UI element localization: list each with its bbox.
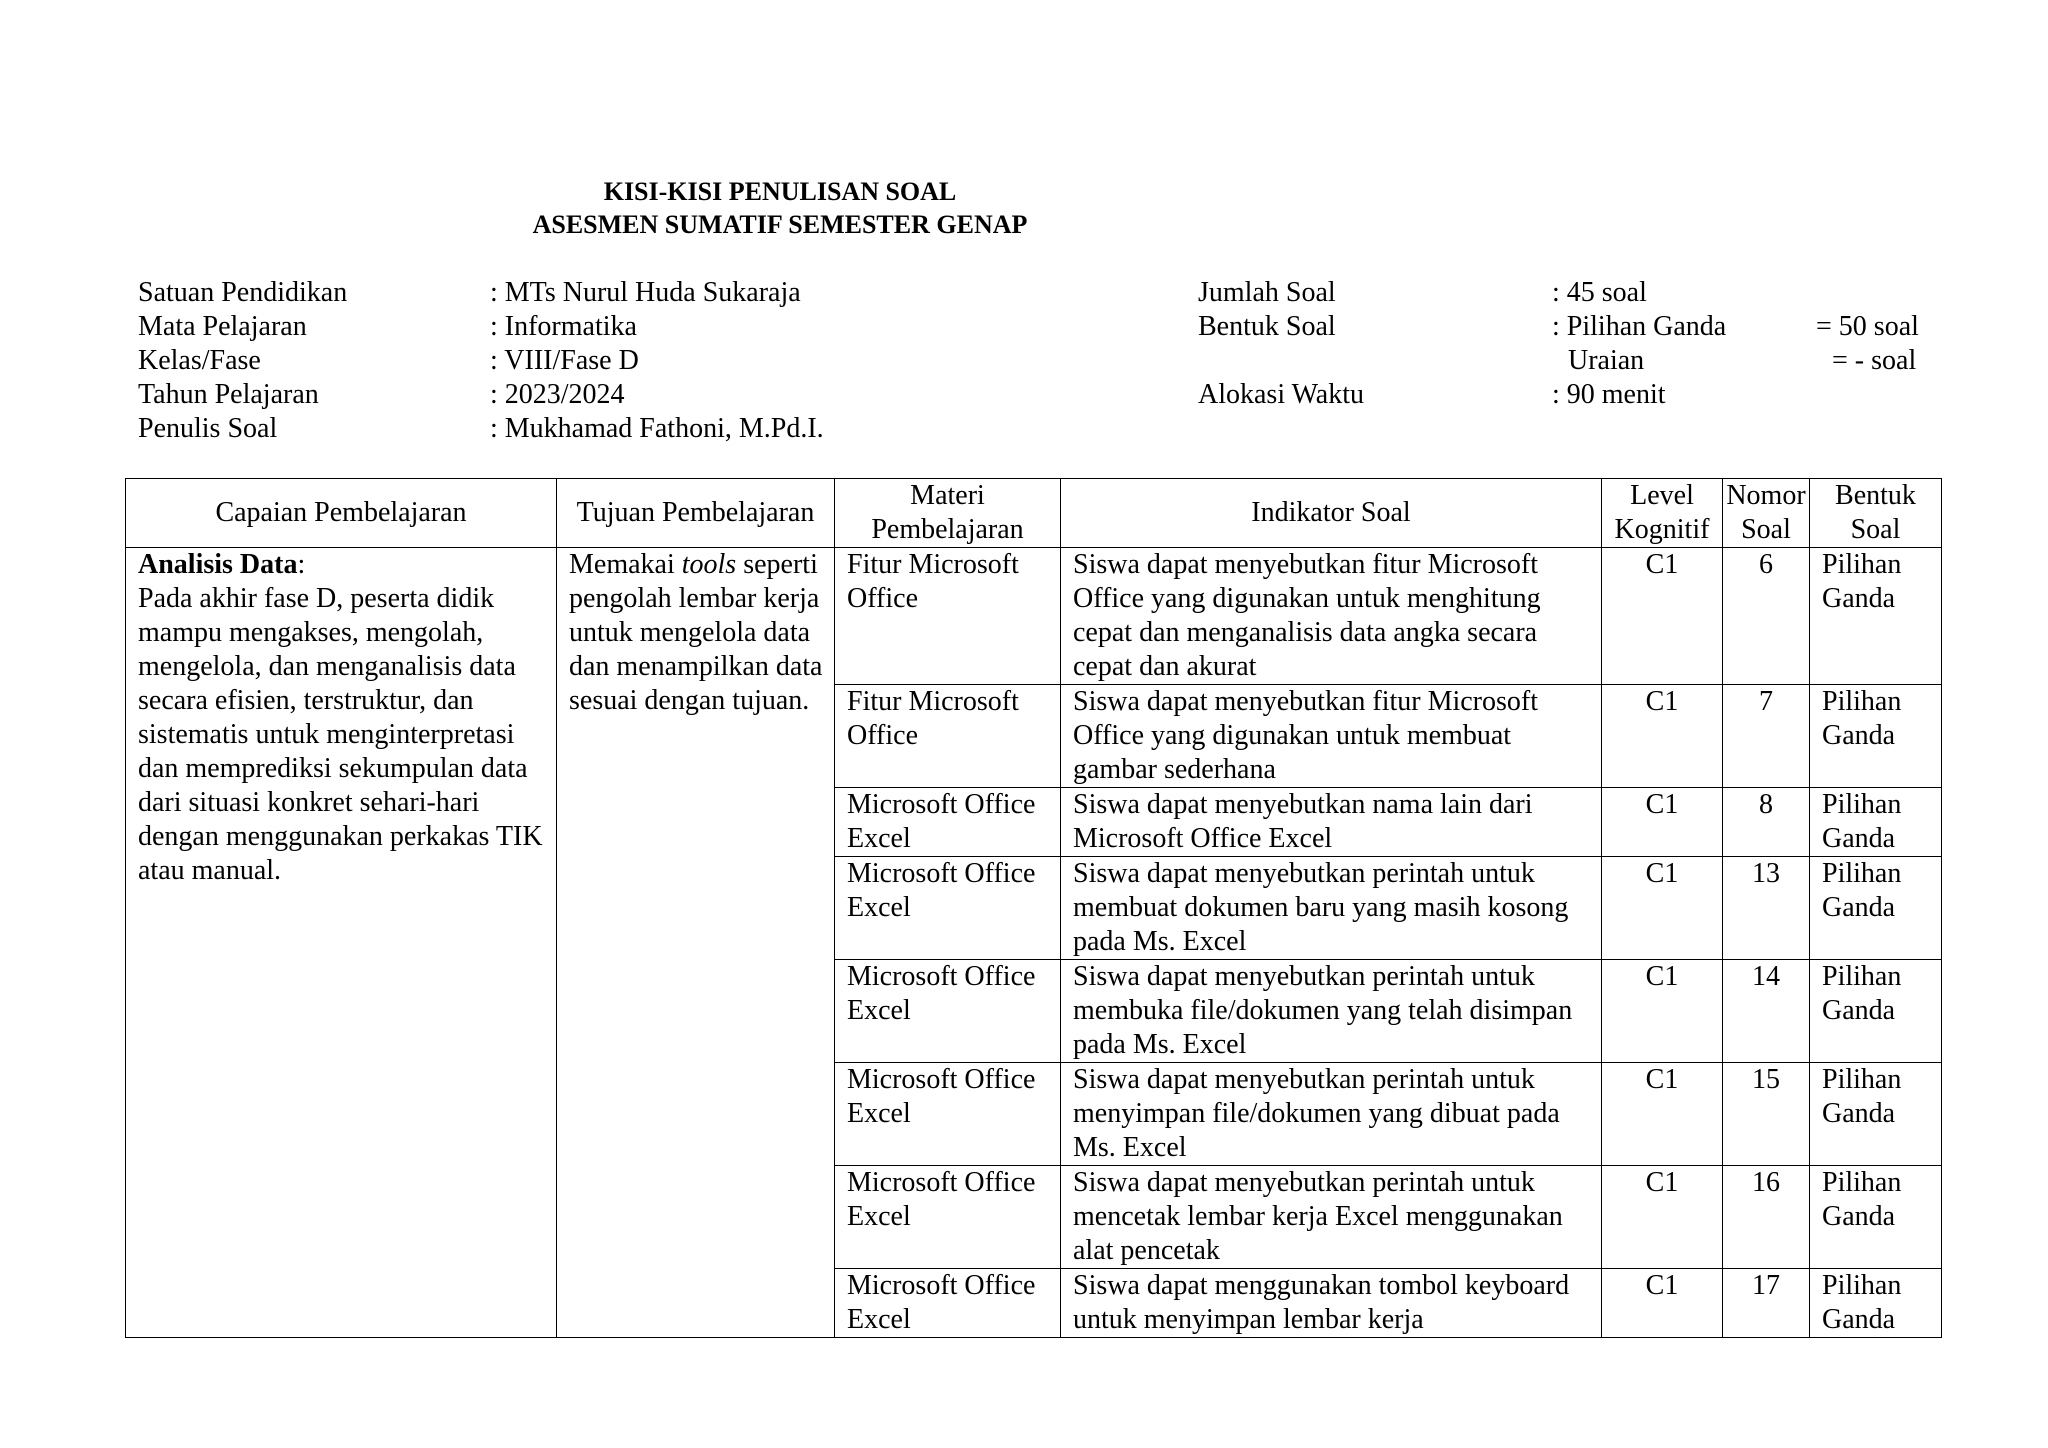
nomor-cell: 8: [1723, 788, 1810, 857]
indikator-cell: Siswa dapat menyebutkan perintah untuk membuka file/dokumen yang telah disimpan pada Ms. Excel: [1061, 960, 1602, 1063]
header-nomor: Nomor Soal: [1723, 479, 1810, 548]
meta-row-alokasi: [1198, 378, 1919, 412]
meta-key: Alokasi Waktu: [1198, 379, 1364, 410]
meta-value: : VIII/Fase D: [490, 345, 639, 376]
bentuk-cell: Pilihan Ganda: [1810, 960, 1942, 1063]
capaian-cell: Analisis Data: Pada akhir fase D, peserta didik mampu mengakses, mengolah, mengelola, dan menganalisis data secara efisien, terstruktur, dan sistematis untuk menginterpretasi dan memprediksi sekumpulan data dari situasi konkret sehari-hari dengan menggunakan perkakas TIK atau manual.: [126, 548, 557, 1338]
table-row: [126, 548, 1942, 685]
capaian-text: Pada akhir fase D, peserta didik mampu mengakses, mengolah, mengelola, dan menganalisis data secara efisien, terstruktur, dan sistematis untuk menginterpretasi dan memprediksi sekumpulan data dari situasi konkret sehari-hari dengan menggunakan perkakas TIK atau manual.: [138, 583, 543, 886]
meta-row-jumlah: [1198, 276, 1919, 310]
meta-row-penulis: [138, 412, 824, 446]
document-title: [0, 175, 1560, 241]
bentuk-cell: Pilihan Ganda: [1810, 548, 1942, 685]
materi-cell: Microsoft Office Excel: [835, 960, 1061, 1063]
nomor-cell: 15: [1723, 1063, 1810, 1166]
nomor-cell: 17: [1723, 1269, 1810, 1338]
level-cell: C1: [1602, 857, 1723, 960]
header-bentuk: Bentuk Soal: [1810, 479, 1942, 548]
indikator-cell: Siswa dapat menggunakan tombol keyboard untuk menyimpan lembar kerja: [1061, 1269, 1602, 1338]
meta-value: : Informatika: [490, 311, 637, 342]
meta-count: = - soal: [1832, 345, 1917, 376]
meta-value: : MTs Nurul Huda Sukaraja: [490, 277, 801, 308]
level-cell: C1: [1602, 1063, 1723, 1166]
capaian-label: Analisis Data: [138, 549, 298, 580]
header-tujuan: Tujuan Pembelajaran: [557, 479, 835, 548]
nomor-cell: 13: [1723, 857, 1810, 960]
indikator-cell: Siswa dapat menyebutkan fitur Microsoft Office yang digunakan untuk menghitung cepat dan menganalisis data angka secara cepat dan akurat: [1061, 548, 1602, 685]
indikator-cell: Siswa dapat menyebutkan perintah untuk membuat dokumen baru yang masih kosong pada Ms. Excel: [1061, 857, 1602, 960]
meta-row-uraian: [1198, 344, 1919, 378]
meta-left: [138, 276, 824, 446]
meta-value: : 90 menit: [1552, 379, 1666, 410]
indikator-cell: Siswa dapat menyebutkan perintah untuk mencetak lembar kerja Excel menggunakan alat pencetak: [1061, 1166, 1602, 1269]
meta-count: = 50 soal: [1816, 311, 1919, 342]
header-indikator: Indikator Soal: [1061, 479, 1602, 548]
meta-value: : 2023/2024: [490, 379, 625, 410]
level-cell: C1: [1602, 960, 1723, 1063]
tujuan-cell: Memakai tools seperti pengolah lembar kerja untuk mengelola data dan menampilkan data sesuai dengan tujuan.: [557, 548, 835, 1338]
meta-key: Jumlah Soal: [1198, 277, 1336, 308]
bentuk-cell: Pilihan Ganda: [1810, 857, 1942, 960]
materi-cell: Microsoft Office Excel: [835, 857, 1061, 960]
nomor-cell: 6: [1723, 548, 1810, 685]
materi-cell: Fitur Microsoft Office: [835, 685, 1061, 788]
bentuk-cell: Pilihan Ganda: [1810, 1269, 1942, 1338]
bentuk-cell: Pilihan Ganda: [1810, 788, 1942, 857]
level-cell: C1: [1602, 685, 1723, 788]
meta-key: Mata Pelajaran: [138, 311, 307, 342]
meta-value: : Pilihan Ganda: [1552, 311, 1727, 342]
table-header: [126, 479, 1942, 548]
title-line-2: ASESMEN SUMATIF SEMESTER GENAP: [532, 210, 1028, 239]
level-cell: C1: [1602, 1166, 1723, 1269]
materi-cell: Microsoft Office Excel: [835, 1063, 1061, 1166]
nomor-cell: 7: [1723, 685, 1810, 788]
header-capaian: Capaian Pembelajaran: [126, 479, 557, 548]
meta-value: : 45 soal: [1552, 277, 1647, 308]
nomor-cell: 14: [1723, 960, 1810, 1063]
indikator-cell: Siswa dapat menyebutkan perintah untuk menyimpan file/dokumen yang dibuat pada Ms. Excel: [1061, 1063, 1602, 1166]
meta-key: Tahun Pelajaran: [138, 379, 319, 410]
meta-row-bentuk: [1198, 310, 1919, 344]
meta-row-kelas: [138, 344, 824, 378]
meta-row-satuan: [138, 276, 824, 310]
meta-value: : Mukhamad Fathoni, M.Pd.I.: [490, 413, 824, 444]
indikator-cell: Siswa dapat menyebutkan nama lain dari Microsoft Office Excel: [1061, 788, 1602, 857]
nomor-cell: 16: [1723, 1166, 1810, 1269]
meta-row-tahun: [138, 378, 824, 412]
level-cell: C1: [1602, 1269, 1723, 1338]
kisi-table: [125, 478, 1942, 1338]
bentuk-cell: Pilihan Ganda: [1810, 685, 1942, 788]
meta-key: Penulis Soal: [138, 413, 278, 444]
meta-right: [1198, 276, 1919, 412]
meta-row-mapel: [138, 310, 824, 344]
bentuk-cell: Pilihan Ganda: [1810, 1063, 1942, 1166]
meta-value: Uraian: [1568, 345, 1645, 376]
level-cell: C1: [1602, 788, 1723, 857]
level-cell: C1: [1602, 548, 1723, 685]
bentuk-cell: Pilihan Ganda: [1810, 1166, 1942, 1269]
materi-cell: Fitur Microsoft Office: [835, 548, 1061, 685]
materi-cell: Microsoft Office Excel: [835, 1166, 1061, 1269]
header-level: Level Kognitif: [1602, 479, 1723, 548]
materi-cell: Microsoft Office Excel: [835, 788, 1061, 857]
meta-key: Satuan Pendidikan: [138, 277, 348, 308]
materi-cell: Microsoft Office Excel: [835, 1269, 1061, 1338]
title-line-1: KISI-KISI PENULISAN SOAL: [603, 177, 957, 206]
indikator-cell: Siswa dapat menyebutkan fitur Microsoft Office yang digunakan untuk membuat gambar sederhana: [1061, 685, 1602, 788]
meta-key: Bentuk Soal: [1198, 311, 1336, 342]
header-materi: Materi Pembelajaran: [835, 479, 1061, 548]
meta-key: Kelas/Fase: [138, 345, 261, 376]
